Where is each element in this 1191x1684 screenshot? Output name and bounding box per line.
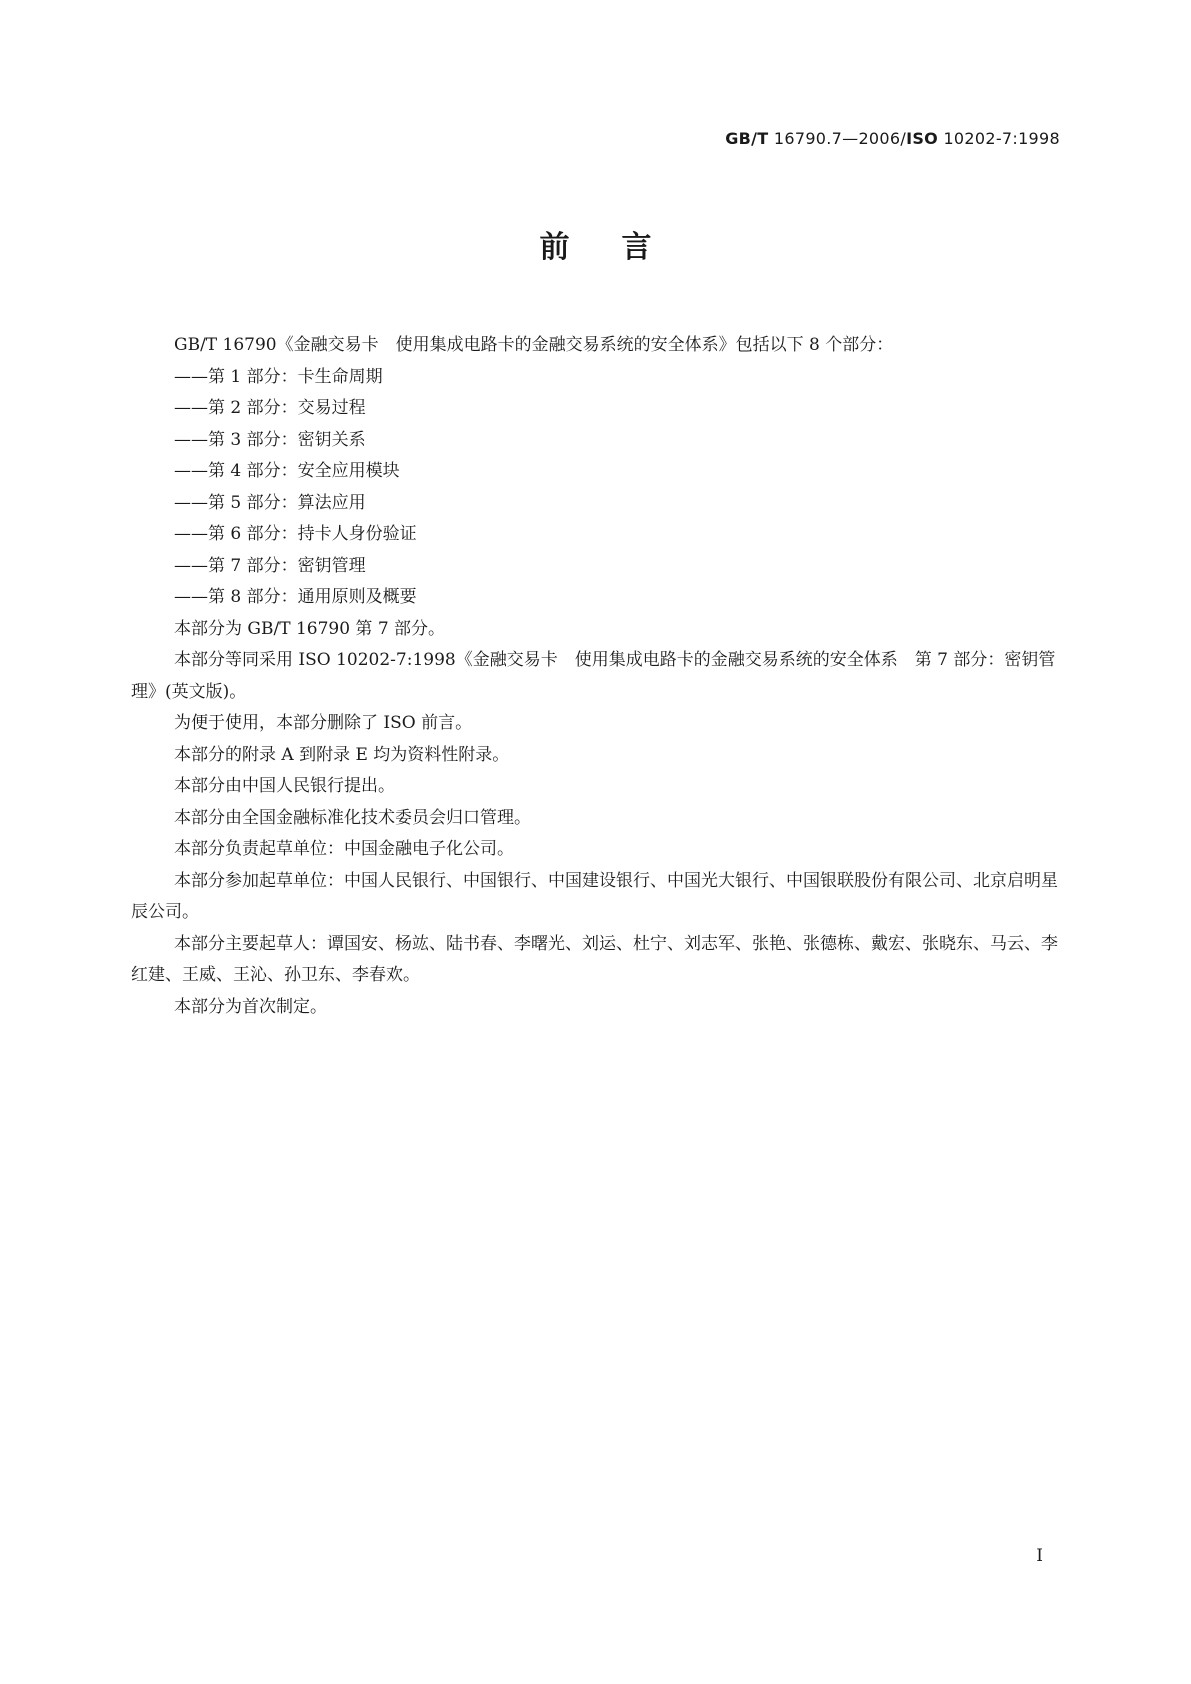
header-code-part: ISO [906,129,939,148]
part-list-item: ——第 6 部分：持卡人身份验证 [174,524,417,544]
foreword-paragraph: 本部分由全国金融标准化技术委员会归口管理。 [174,807,531,828]
foreword-paragraph: 本部分为 GB/T 16790 第 7 部分。 [174,618,446,639]
part-list-item: ——第 8 部分：通用原则及概要 [174,587,417,607]
part-list-item: ——第 7 部分：密钥管理 [174,555,366,576]
part-list-item: ——第 3 部分：密钥关系 [174,429,366,450]
header-code-part: 16790.7—2006/ [773,129,907,148]
foreword-paragraph: 本部分为首次制定。 [174,996,327,1017]
page-number: I [1036,1546,1043,1566]
foreword-paragraph: 本部分的附录 A 到附录 E 均为资料性附录。 [174,744,510,765]
page-title: 前言 [539,230,704,265]
foreword-paragraph: 本部分负责起草单位：中国金融电子化公司。 [174,839,514,859]
foreword-paragraph: 本部分等同采用 ISO 10202-7:1998《金融交易卡 使用集成电路卡的金融交易系统的安全体系 第 7 部分：密钥管理》(英文版)。 [131,650,1056,702]
part-list-item: ——第 2 部分：交易过程 [174,398,366,418]
foreword-body [131,330,1061,1023]
part-list-item: ——第 1 部分：卡生命周期 [174,366,383,387]
part-list-item: ——第 4 部分：安全应用模块 [174,461,400,481]
header-code-part: GB/T [725,129,769,148]
intro-paragraph: GB/T 16790《金融交易卡 使用集成电路卡的金融交易系统的安全体系》包括以下 8 个部分： [174,335,894,355]
foreword-paragraph: 为便于使用，本部分删除了 ISO 前言。 [174,713,473,733]
foreword-paragraph: 本部分参加起草单位：中国人民银行、中国银行、中国建设银行、中国光大银行、中国银联股份有限公司、北京启明星辰公司。 [131,870,1058,922]
foreword-paragraph: 本部分由中国人民银行提出。 [174,776,395,796]
standard-number-header [725,129,1060,148]
part-list-item: ——第 5 部分：算法应用 [174,492,366,513]
foreword-paragraph: 本部分主要起草人：谭国安、杨竑、陆书春、李曙光、刘运、杜宁、刘志军、张艳、张德栋、戴宏、张晓东、马云、李红建、王威、王沁、孙卫东、李春欢。 [131,933,1058,985]
header-code-part: 10202-7:1998 [943,129,1060,148]
